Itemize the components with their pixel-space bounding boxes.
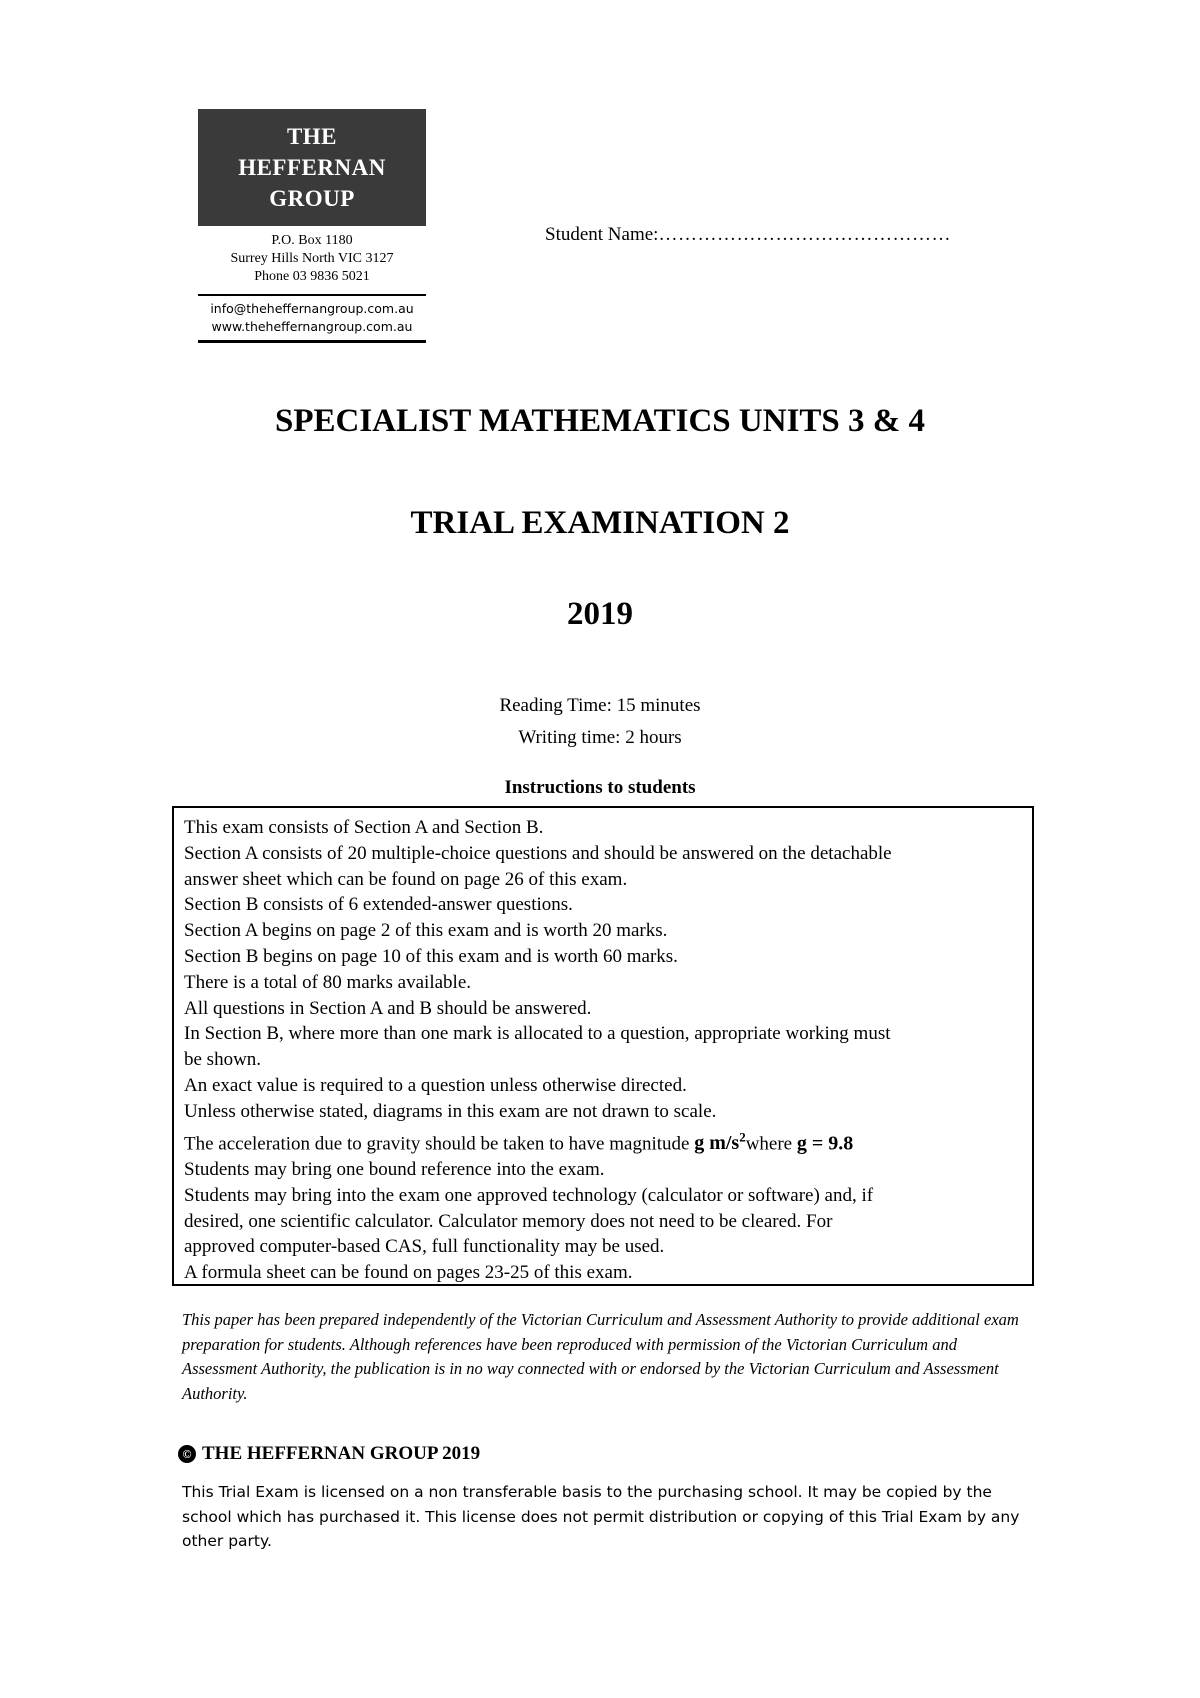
copyright-text: THE HEFFERNAN GROUP 2019 (202, 1443, 481, 1464)
subject-title: SPECIALIST MATHEMATICS UNITS 3 & 4 (274, 403, 926, 439)
instruction-line: Unless otherwise stated, diagrams in this exam are not drawn to scale. (184, 1100, 717, 1122)
gravity-value: g = 9.8 (796, 1132, 854, 1155)
instruction-line: Section B begins on page 10 of this exam and is worth 60 marks. (184, 945, 678, 967)
logo-line: HEFFERNAN (238, 155, 386, 180)
phone-number: Phone 03 9836 5021 (254, 269, 370, 284)
instruction-line: Students may bring into the exam one approved technology (calculator or software) and, if (184, 1184, 874, 1206)
divider (198, 340, 426, 343)
instruction-line: An exact value is required to a question unless otherwise directed. (184, 1074, 687, 1096)
instruction-line: desired, one scientific calculator. Calculator memory does not need to be cleared. For (184, 1210, 833, 1232)
copyright-icon: © (178, 1445, 196, 1463)
writing-time: Writing time: 2 hours (518, 727, 682, 748)
instruction-line: Section A begins on page 2 of this exam and is worth 20 marks. (184, 920, 668, 942)
vcaa-disclaimer: This paper has been prepared independently of the Victorian Curriculum and Assessment Authority to provide additional exam preparation for students. Although references have been reproduced with permission of the Victorian Curriculum and Assessment Authority, the publication is in no way connected with or endorsed by the Victorian Curriculum and Assessment Authority. (182, 1310, 1019, 1403)
address-line: Surrey Hills North VIC 3127 (230, 251, 394, 266)
instructions-box (172, 806, 1034, 1286)
student-name-field[interactable] (545, 224, 951, 246)
instruction-line: All questions in Section A and B should be answered. (184, 997, 592, 1019)
gravity-text: The acceleration due to gravity should be taken to have magnitude (184, 1133, 690, 1155)
instruction-line: be shown. (184, 1049, 262, 1071)
instruction-line: This exam consists of Section A and Section B. (184, 817, 544, 838)
student-name-label: Student Name: (545, 224, 659, 245)
instruction-line: A formula sheet can be found on pages 23-25 of this exam. (184, 1262, 633, 1284)
instructions-heading: Instructions to students (504, 777, 696, 798)
instruction-line: In Section B, where more than one mark is allocated to a question, appropriate working must (184, 1023, 891, 1045)
postal-address (198, 232, 426, 286)
exam-title: TRIAL EXAMINATION 2 (410, 505, 790, 541)
gravity-instruction (184, 1125, 1032, 1157)
instruction-line: approved computer-based CAS, full functionality may be used. (184, 1236, 665, 1258)
gravity-exponent: 2 (739, 1129, 746, 1145)
student-name-blank: ……………………………………… (658, 224, 951, 245)
gravity-where: where (745, 1133, 793, 1155)
instruction-line: Students may bring one bound reference into the exam. (184, 1159, 605, 1181)
instruction-line: There is a total of 80 marks available. (184, 971, 472, 993)
email-address: info@theheffernangroup.com.au (210, 301, 414, 316)
reading-time: Reading Time: 15 minutes (499, 695, 701, 716)
logo-line: THE (286, 124, 338, 149)
exam-year: 2019 (567, 596, 633, 632)
instruction-line: answer sheet which can be found on page 26 of this exam. (184, 868, 628, 890)
license-notice: This Trial Exam is licensed on a non transferable basis to the purchasing school. It may be copied by the school which has purchased it. This license does not permit distribution or copying of this Trial Exam by any other party. (182, 1483, 1020, 1550)
address-line: P.O. Box 1180 (271, 233, 353, 248)
instruction-line: Section A consists of 20 multiple-choice questions and should be answered on the detachable (184, 842, 892, 864)
website-address: www.theheffernangroup.com.au (211, 319, 413, 334)
copyright-notice (178, 1443, 480, 1465)
logo-box (198, 109, 426, 226)
instruction-line: Section B consists of 6 extended-answer questions. (184, 894, 573, 916)
logo-line: GROUP (269, 186, 355, 211)
publisher-logo (198, 109, 426, 343)
divider (198, 294, 426, 296)
contact-info (198, 300, 426, 336)
gravity-unit: g $m/s^2$ (694, 1129, 746, 1155)
